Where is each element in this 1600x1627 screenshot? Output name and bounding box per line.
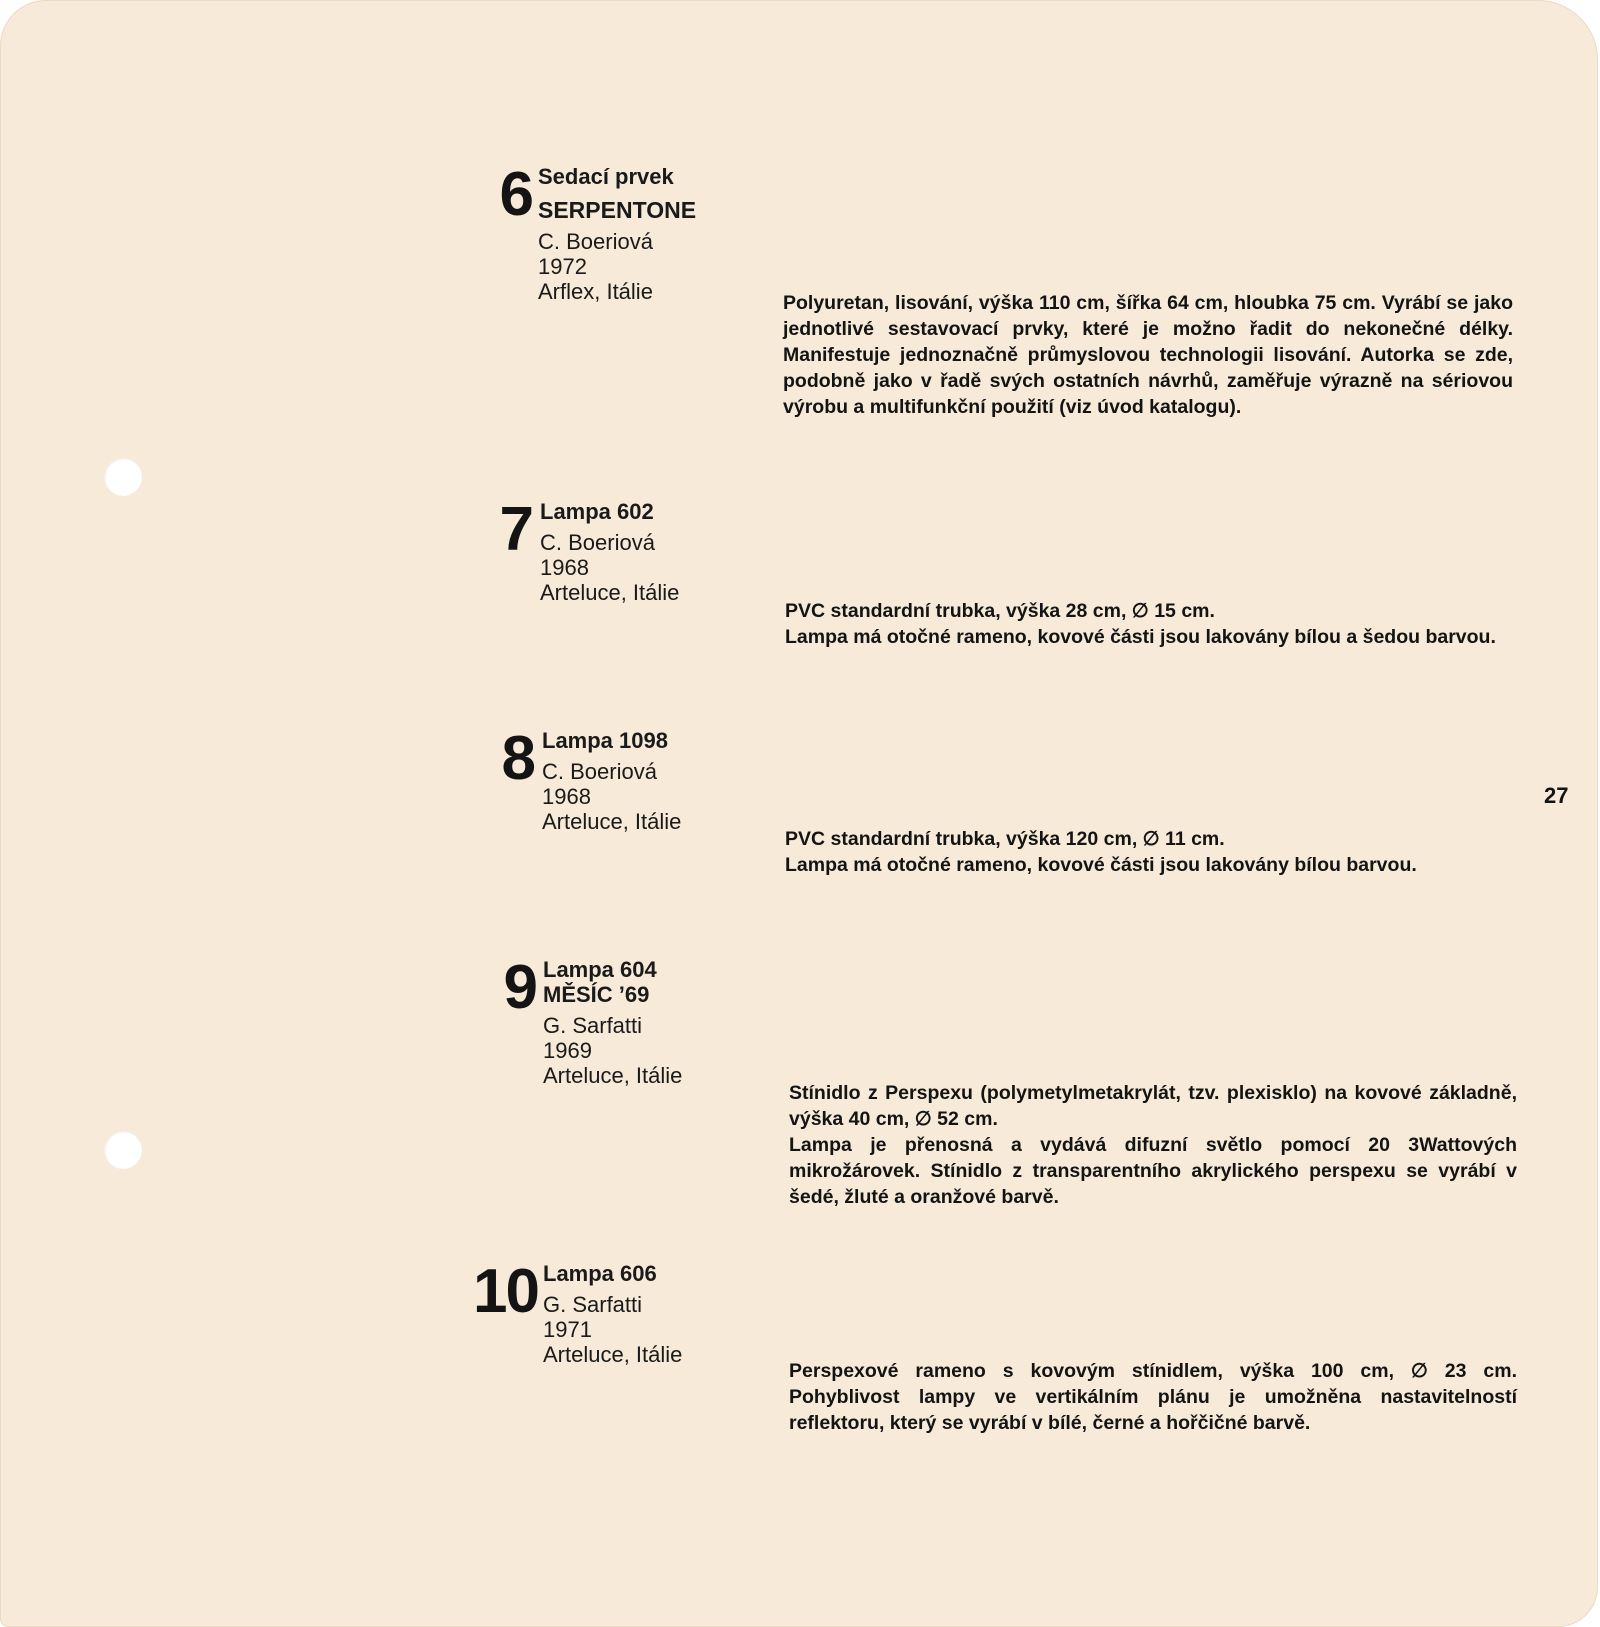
- entry-year: 1968: [540, 555, 589, 580]
- entry-description: [785, 598, 1515, 650]
- entry-info: [540, 499, 679, 605]
- entry-info: [542, 728, 681, 834]
- entry-description: [783, 290, 1513, 420]
- entry-title: Lampa 1098: [542, 728, 668, 753]
- description-paragraph: Perspexové rameno s kovovým stínidlem, výška 100 cm, ∅ 23 cm. Pohyblivost lampy ve vertikálním plánu je umožněna nastavitelností reflektoru, který se vyrábí v bílé, černé a hořčičné barvě.: [789, 1360, 1517, 1434]
- description-paragraph: PVC standardní trubka, výška 120 cm, ∅ 11 cm.: [785, 828, 1225, 850]
- description-paragraph: Polyuretan, lisování, výška 110 cm, šířka 64 cm, hloubka 75 cm. Vyrábí se jako jednotlivé sestavovací prvky, které je možno řadit do nekonečné délky. Manifestuje jednoznačně průmyslovou technologii lisování. Autorka se zde, podobně jako v řadě svých ostatních návrhů, zaměřuje výrazně na sériovou výrobu a multifunkční použití (viz úvod katalogu).: [783, 292, 1513, 418]
- entry-number: 9: [503, 953, 536, 1022]
- description-paragraph: Stínidlo z Perspexu (polymetylmetakrylát, tzv. plexisklo) na kovové základně, výška 40 cm, ∅ 52 cm.: [789, 1082, 1517, 1130]
- punch-hole-bottom: [104, 1131, 142, 1169]
- entry-titles: [543, 1261, 682, 1286]
- entry-title: Lampa 604: [543, 957, 657, 982]
- entry-designer: C. Boeriová: [540, 530, 655, 555]
- entry-info: [543, 957, 682, 1088]
- entry-year: 1971: [543, 1317, 592, 1342]
- entry-maker: Arteluce, Itálie: [543, 1342, 683, 1367]
- entry-designer: C. Boeriová: [538, 229, 653, 254]
- entry-maker: Arteluce, Itálie: [540, 580, 680, 605]
- description-paragraph: PVC standardní trubka, výška 28 cm, ∅ 15 cm.: [785, 600, 1215, 622]
- entry-number: 7: [499, 495, 532, 564]
- entry-year: 1972: [538, 254, 587, 279]
- entry-description: [785, 826, 1515, 878]
- entry-titles: [543, 957, 682, 1007]
- punch-hole-top: [104, 458, 142, 496]
- entry-number: 6: [499, 160, 532, 229]
- entry-designer: G. Sarfatti: [543, 1013, 643, 1038]
- entry-title: Lampa 606: [543, 1261, 657, 1286]
- entry-titles: [542, 728, 681, 753]
- entry-info: [538, 164, 696, 304]
- entry-title: MĚSÍC ’69: [543, 982, 650, 1007]
- entry-maker: Arteluce, Itálie: [542, 809, 682, 834]
- entry-title: SERPENTONE: [538, 197, 697, 223]
- entry-number: 10: [473, 1257, 538, 1326]
- entry-number: 8: [501, 724, 534, 793]
- entry-title: Lampa 602: [540, 499, 654, 524]
- entry-year: 1969: [543, 1038, 592, 1063]
- entry-info: [543, 1261, 682, 1367]
- entry-designer: C. Boeriová: [542, 759, 657, 784]
- entry-designer: G. Sarfatti: [543, 1292, 643, 1317]
- entry-maker: Arflex, Itálie: [538, 279, 653, 304]
- entry-titles: [540, 499, 679, 524]
- entry-maker: Arteluce, Itálie: [543, 1063, 683, 1088]
- description-paragraph: Lampa je přenosná a vydává difuzní světlo pomocí 20 3Wattových mikrožárovek. Stínidlo z transparentního akrylického perspexu se vyrábí v šedé, žluté a oranžové barvě.: [789, 1134, 1517, 1208]
- entry-title: Sedací prvek: [538, 164, 674, 189]
- entry-year: 1968: [542, 784, 591, 809]
- description-paragraph: Lampa má otočné rameno, kovové části jsou lakovány bílou barvou.: [785, 854, 1417, 876]
- page-number: 27: [1544, 783, 1569, 808]
- entry-description: [789, 1080, 1517, 1210]
- description-paragraph: Lampa má otočné rameno, kovové části jsou lakovány bílou a šedou barvou.: [785, 626, 1496, 648]
- entry-titles: [538, 164, 696, 223]
- entry-description: [789, 1358, 1517, 1436]
